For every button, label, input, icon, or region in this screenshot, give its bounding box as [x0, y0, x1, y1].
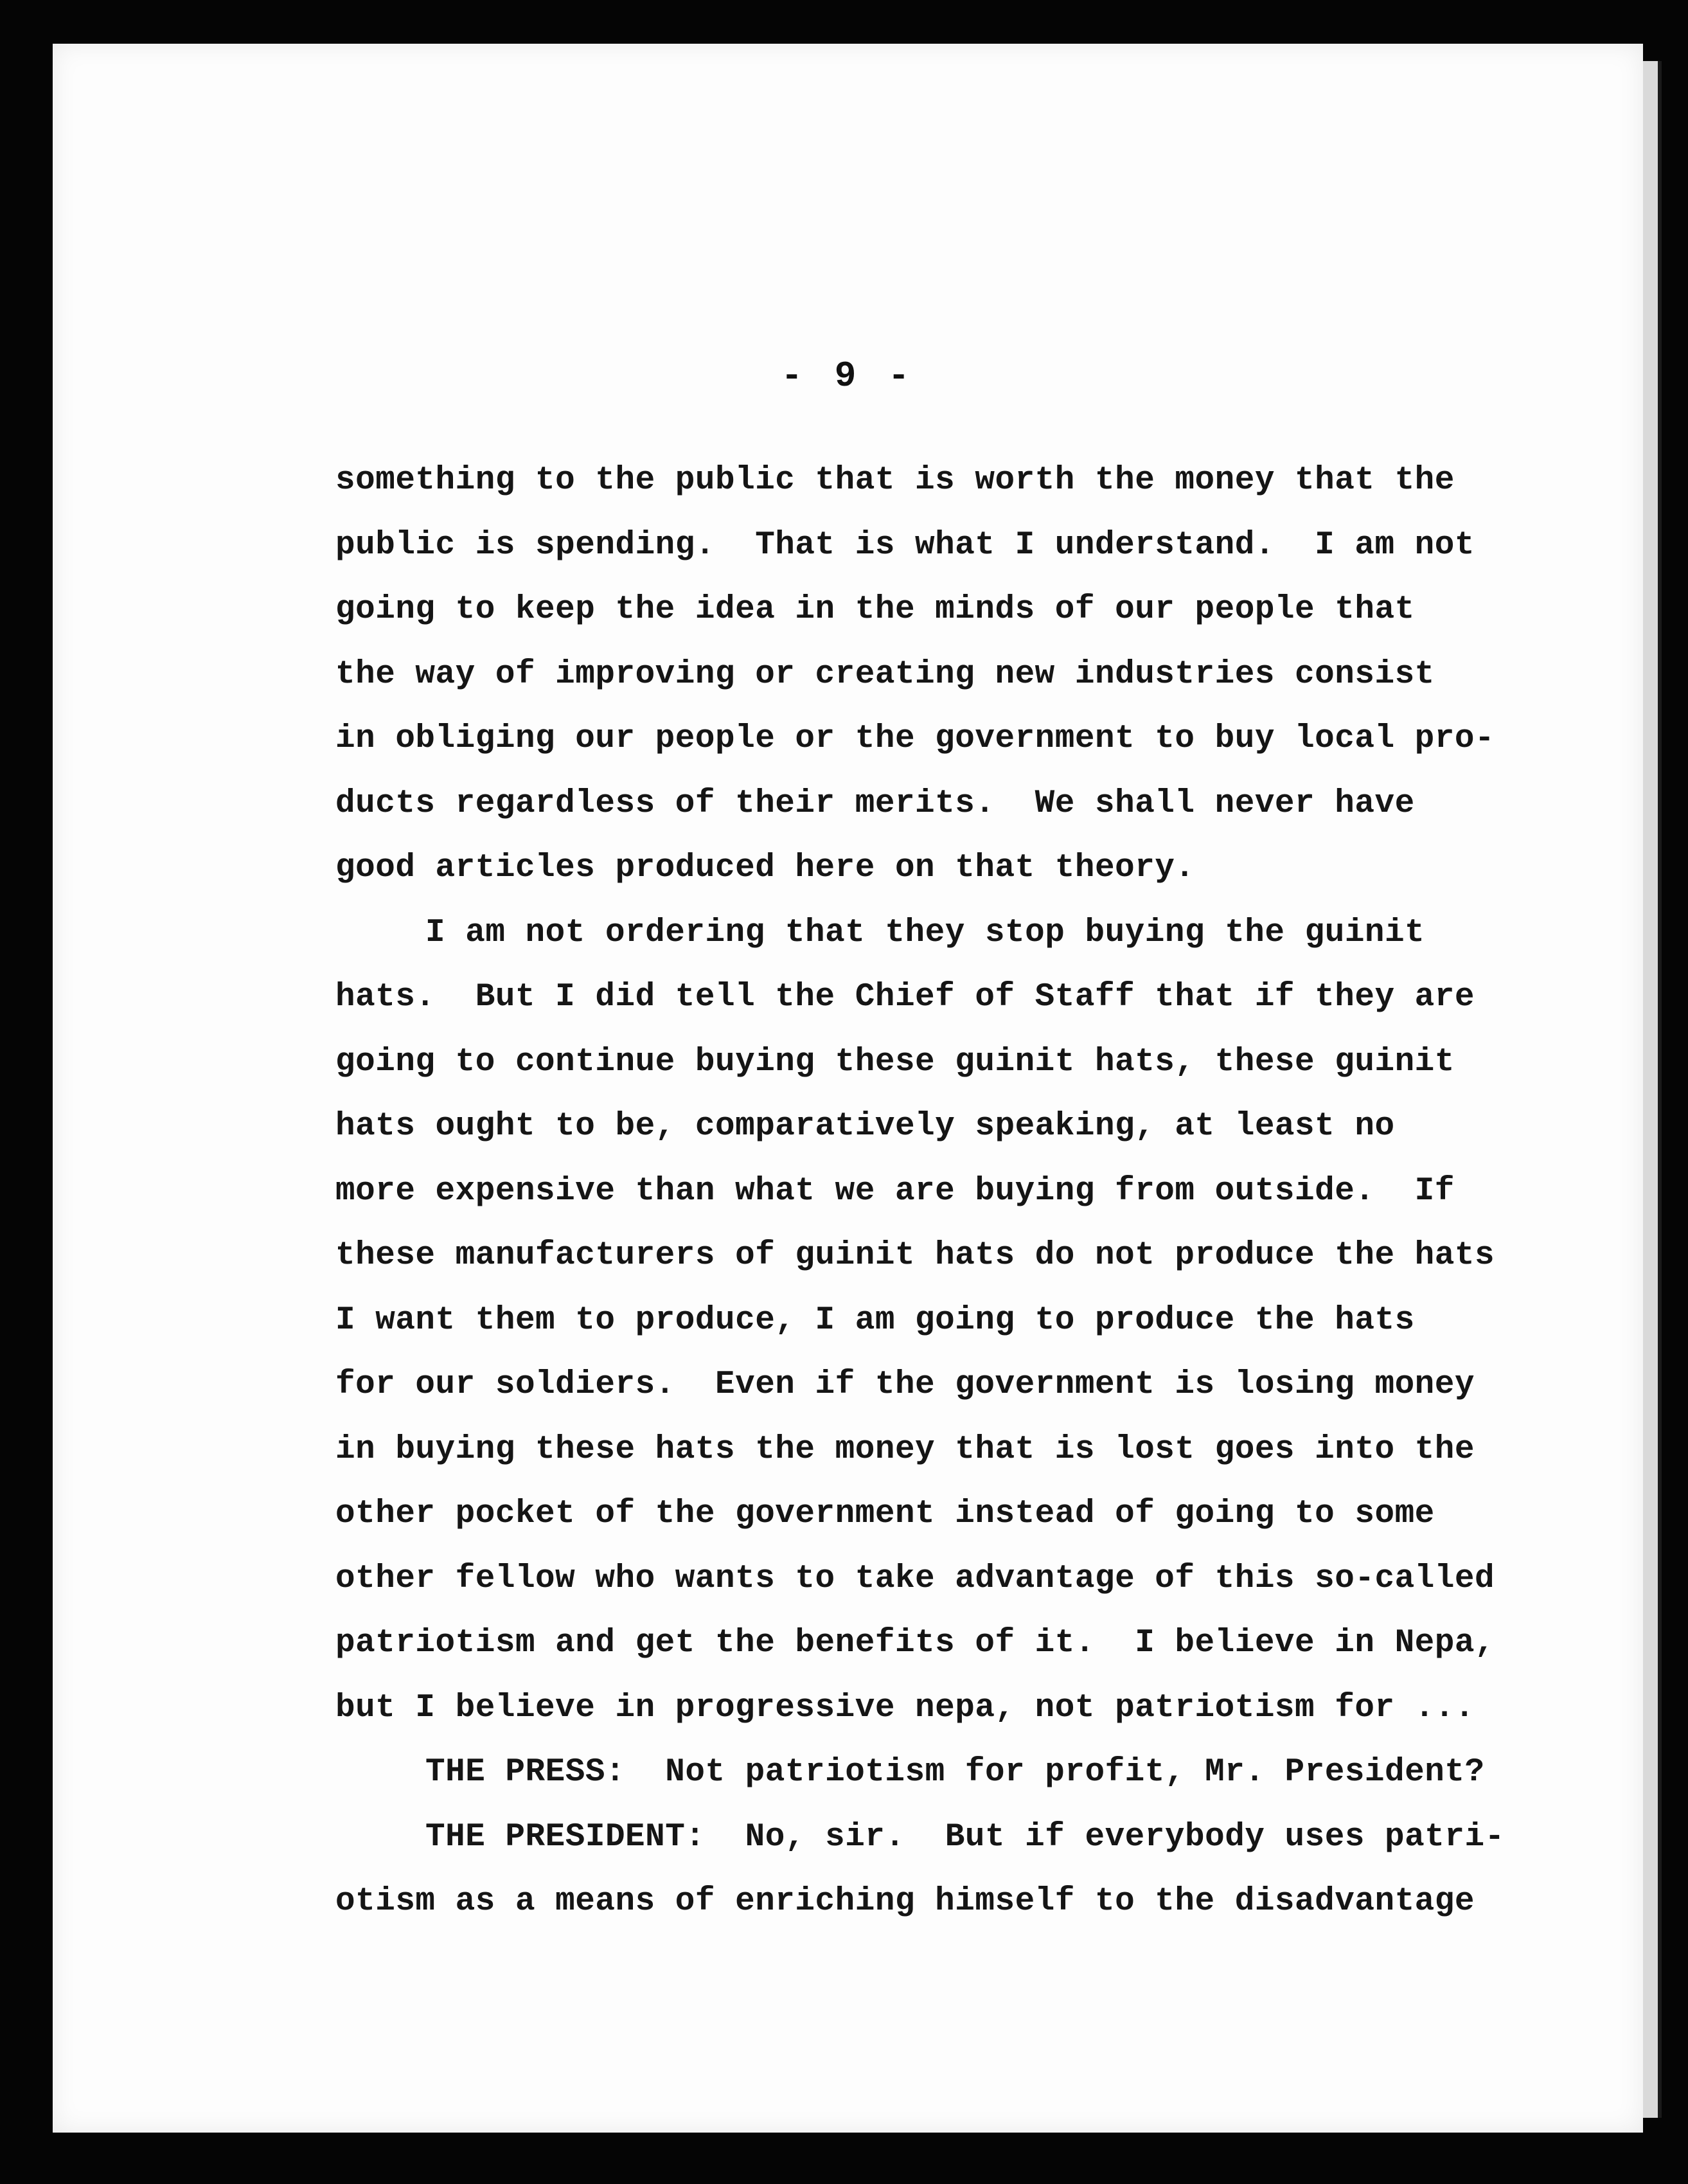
document-page [53, 44, 1643, 2133]
text-line: in buying these hats the money that is lost goes into the [335, 1431, 1475, 1468]
text-line: other pocket of the government instead of going to some [335, 1496, 1435, 1532]
text-line: in obliging our people or the government to buy local pro- [335, 721, 1495, 757]
text-line: but I believe in progressive nepa, not patriotism for ... [335, 1689, 1475, 1726]
text-line: something to the public that is worth the money that the [335, 462, 1455, 499]
text-line: for our soldiers. Even if the government is losing money [335, 1366, 1475, 1403]
text-line: the way of improving or creating new industries consist [335, 656, 1435, 693]
text-line: going to keep the idea in the minds of our people that [335, 591, 1415, 628]
text-line: otism as a means of enriching himself to the disadvantage [335, 1883, 1475, 1920]
text-line: more expensive than what we are buying from outside. If [335, 1172, 1455, 1210]
text-line: hats. But I did tell the Chief of Staff that if they are [335, 979, 1475, 1016]
text-line: hats ought to be, comparatively speaking, at least no [335, 1108, 1395, 1145]
text-line: patriotism and get the benefits of it. I believe in Nepa, [335, 1625, 1495, 1661]
text-line: these manufacturers of guinit hats do not produce the hats [335, 1237, 1495, 1274]
text-line: THE PRESIDENT: No, sir. But if everybody uses patri- [425, 1818, 1505, 1856]
text-line: THE PRESS: Not patriotism for profit, Mr. President? [425, 1754, 1485, 1791]
text-line: good articles produced here on that theory. [335, 850, 1195, 886]
text-line: I am not ordering that they stop buying the guinit [425, 914, 1425, 951]
page-number: - 9 - [781, 355, 915, 397]
text-line: ducts regardless of their merits. We shall never have [335, 785, 1415, 822]
text-line: other fellow who wants to take advantage of this so-called [335, 1560, 1495, 1597]
text-line: public is spending. That is what I understand. I am not [335, 526, 1475, 564]
text-line: going to continue buying these guinit hats, these guinit [335, 1043, 1455, 1080]
text-line: I want them to produce, I am going to produce the hats [335, 1302, 1415, 1339]
transcript-body [335, 449, 1556, 1935]
